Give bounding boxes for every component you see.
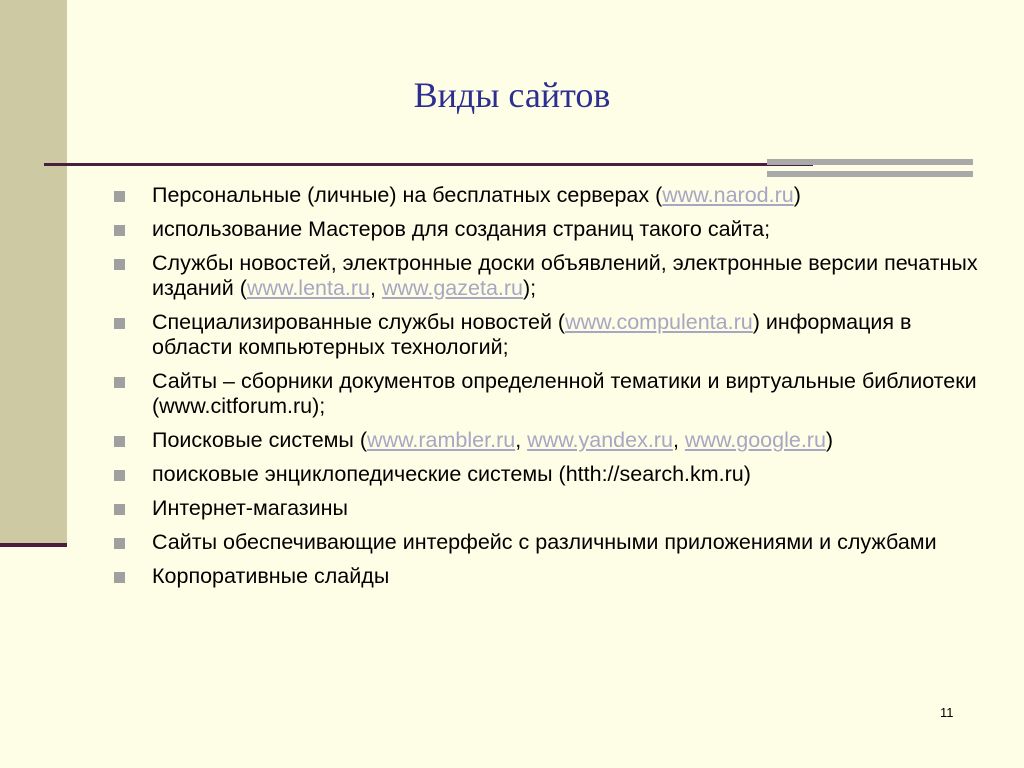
bullet-square-icon: [114, 504, 125, 515]
bullet-text: ,: [672, 428, 685, 452]
bullet-text: Сайты – сборники документов определенной тематики и виртуальные библиотеки (www.citforum.ru);: [152, 369, 977, 418]
url-link[interactable]: www.rambler.ru: [367, 428, 516, 452]
url-link[interactable]: www.narod.ru: [662, 183, 794, 207]
bullet-item: [112, 428, 992, 453]
bullet-square-icon: [114, 191, 125, 202]
url-link[interactable]: www.yandex.ru: [527, 428, 673, 452]
bullet-square-icon: [114, 377, 125, 388]
page-number: 11: [940, 705, 954, 720]
bullet-item: [112, 564, 992, 589]
bullet-square-icon: [114, 318, 125, 329]
bullet-square-icon: [114, 259, 125, 270]
bullet-square-icon: [114, 538, 125, 549]
url-link[interactable]: www.lenta.ru: [246, 276, 371, 300]
bullet-item: [112, 217, 992, 242]
bullet-text: Сайты обеспечивающие интерфейс с различными приложениями и службами: [152, 530, 937, 554]
bullet-text: Специализированные службы новостей (: [152, 310, 566, 334]
bullet-text: Персональные (личные) на бесплатных серверах (: [152, 183, 663, 207]
bullet-item: [112, 251, 992, 301]
bullet-item: [112, 462, 992, 487]
title-divider: [44, 163, 813, 166]
bullet-item: [112, 310, 992, 360]
bullet-text: );: [523, 276, 537, 300]
bullet-item: [112, 369, 992, 419]
url-link[interactable]: www.google.ru: [684, 428, 826, 452]
bullet-text: ,: [515, 428, 528, 452]
bullet-text: поисковые энциклопедические системы (htth://search.km.ru): [152, 462, 751, 486]
bullet-text: ,: [370, 276, 382, 300]
bullet-square-icon: [114, 436, 125, 447]
bullet-text: Корпоративные слайды: [152, 564, 390, 588]
bullet-list: [112, 183, 992, 598]
bullet-text: ): [825, 428, 834, 452]
side-decor-rule: [0, 543, 67, 547]
title-divider-accent-top: [767, 159, 973, 165]
bullet-text: ): [793, 183, 801, 207]
bullet-item: [112, 496, 992, 521]
bullet-text: Службы новостей, электронные доски объявлений, электронные версии печатных изданий (: [152, 251, 978, 300]
bullet-square-icon: [114, 572, 125, 583]
bullet-square-icon: [114, 225, 125, 236]
bullet-text: ) информация в области компьютерных технологий;: [152, 310, 912, 359]
url-link[interactable]: www.gazeta.ru: [381, 276, 523, 300]
bullet-text: Интернет-магазины: [152, 496, 348, 520]
bullet-square-icon: [114, 470, 125, 481]
bullet-text: Поисковые системы (: [152, 428, 368, 452]
slide-title: Виды сайтов: [413, 75, 611, 115]
url-link[interactable]: www.compulenta.ru: [565, 310, 753, 334]
title-divider-accent-bottom: [767, 171, 973, 177]
bullet-item: [112, 530, 992, 555]
bullet-item: [112, 183, 992, 208]
bullet-text: использование Мастеров для создания страниц такого сайта;: [152, 217, 771, 241]
